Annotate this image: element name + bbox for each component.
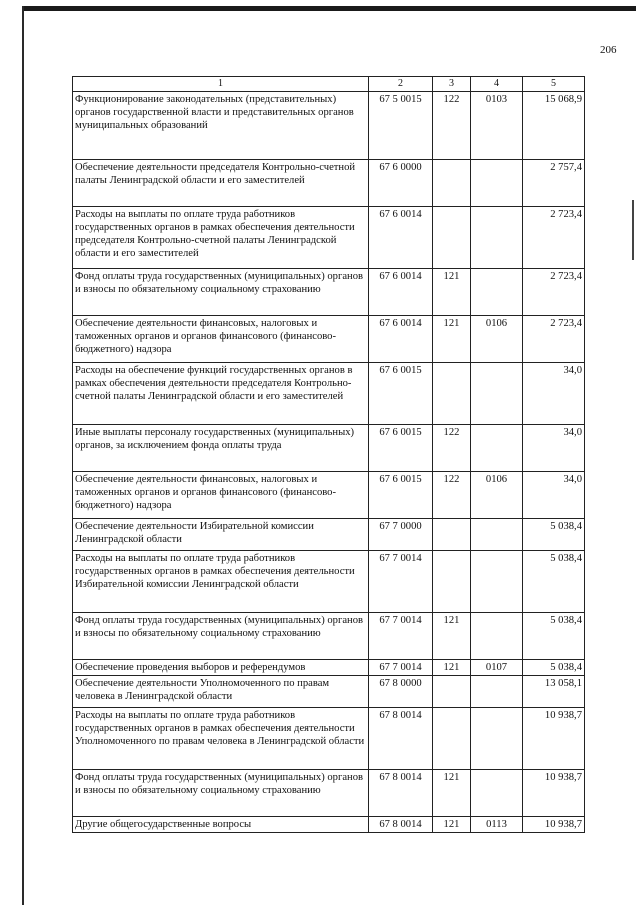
row-vr-cell: 121 [433, 613, 471, 660]
row-rz-cell [471, 207, 523, 269]
row-vr-cell [433, 519, 471, 551]
table-row [73, 92, 585, 160]
row-name-cell: Расходы на выплаты по оплате труда работников государственных органов в рамках обеспечения деятельности Избирательной комиссии Ленинградской области [73, 551, 369, 613]
row-csr-cell: 67 6 0014 [369, 269, 433, 316]
row-vr-cell: 122 [433, 425, 471, 472]
row-rz-cell [471, 160, 523, 207]
row-amount-cell: 2 723,4 [523, 316, 585, 363]
scan-left-rule [22, 6, 24, 905]
row-rz-cell: 0113 [471, 817, 523, 833]
row-vr-cell: 122 [433, 472, 471, 519]
row-name-cell: Фонд оплаты труда государственных (муниципальных) органов и взносы по обязательному социальному страхованию [73, 269, 369, 316]
row-amount-cell: 34,0 [523, 425, 585, 472]
row-vr-cell [433, 207, 471, 269]
row-name-cell: Расходы на обеспечение функций государственных органов в рамках обеспечения деятельности председателя Контрольно-счетной палаты Ленинградской области и его заместителей [73, 363, 369, 425]
table-row [73, 363, 585, 425]
row-vr-cell: 121 [433, 770, 471, 817]
table-row [73, 160, 585, 207]
row-csr-cell: 67 6 0014 [369, 316, 433, 363]
row-name-cell: Обеспечение деятельности председателя Контрольно-счетной палаты Ленинградской области и его заместителей [73, 160, 369, 207]
table-header [73, 77, 585, 92]
table-row [73, 817, 585, 833]
header-col-3: 3 [433, 77, 471, 92]
row-vr-cell [433, 676, 471, 708]
row-name-cell: Иные выплаты персоналу государственных (муниципальных) органов, за исключением фонда оплаты труда [73, 425, 369, 472]
row-name-cell: Другие общегосударственные вопросы [73, 817, 369, 833]
row-rz-cell: 0106 [471, 316, 523, 363]
row-name-cell: Обеспечение деятельности финансовых, налоговых и таможенных органов и органов финансового (финансово-бюджетного) надзора [73, 316, 369, 363]
header-col-5: 5 [523, 77, 585, 92]
row-rz-cell [471, 519, 523, 551]
row-vr-cell [433, 708, 471, 770]
row-amount-cell: 5 038,4 [523, 660, 585, 676]
table-row [73, 551, 585, 613]
row-name-cell: Функционирование законодательных (представительных) органов государственной власти и представительных органов муниципальных образований [73, 92, 369, 160]
row-amount-cell: 5 038,4 [523, 551, 585, 613]
table-row [73, 472, 585, 519]
row-name-cell: Расходы на выплаты по оплате труда работников государственных органов в рамках обеспечения деятельности Уполномоченного по правам человека в Ленинградской области [73, 708, 369, 770]
row-rz-cell: 0107 [471, 660, 523, 676]
row-vr-cell [433, 160, 471, 207]
row-amount-cell: 2 757,4 [523, 160, 585, 207]
row-csr-cell: 67 8 0014 [369, 708, 433, 770]
row-name-cell: Обеспечение проведения выборов и референдумов [73, 660, 369, 676]
budget-table [72, 76, 585, 833]
scan-right-mark [632, 200, 634, 260]
header-row [73, 77, 585, 92]
table-row [73, 519, 585, 551]
row-vr-cell: 121 [433, 817, 471, 833]
row-rz-cell [471, 425, 523, 472]
row-csr-cell: 67 7 0014 [369, 613, 433, 660]
row-csr-cell: 67 6 0015 [369, 472, 433, 519]
row-csr-cell: 67 8 0014 [369, 770, 433, 817]
row-csr-cell: 67 7 0014 [369, 660, 433, 676]
table-row [73, 207, 585, 269]
header-col-4: 4 [471, 77, 523, 92]
scan-top-rule [24, 6, 636, 11]
row-csr-cell: 67 7 0000 [369, 519, 433, 551]
row-amount-cell: 34,0 [523, 363, 585, 425]
row-vr-cell: 121 [433, 269, 471, 316]
row-amount-cell: 2 723,4 [523, 269, 585, 316]
table-row [73, 269, 585, 316]
row-rz-cell [471, 269, 523, 316]
row-amount-cell: 2 723,4 [523, 207, 585, 269]
row-csr-cell: 67 6 0000 [369, 160, 433, 207]
row-vr-cell: 121 [433, 316, 471, 363]
row-csr-cell: 67 7 0014 [369, 551, 433, 613]
row-csr-cell: 67 6 0014 [369, 207, 433, 269]
row-name-cell: Фонд оплаты труда государственных (муниципальных) органов и взносы по обязательному социальному страхованию [73, 613, 369, 660]
header-col-2: 2 [369, 77, 433, 92]
row-amount-cell: 15 068,9 [523, 92, 585, 160]
row-rz-cell [471, 770, 523, 817]
row-amount-cell: 13 058,1 [523, 676, 585, 708]
table-row [73, 613, 585, 660]
row-name-cell: Обеспечение деятельности Избирательной комиссии Ленинградской области [73, 519, 369, 551]
table-row [73, 676, 585, 708]
row-rz-cell [471, 708, 523, 770]
table-body [73, 92, 585, 833]
row-amount-cell: 10 938,7 [523, 770, 585, 817]
row-rz-cell: 0103 [471, 92, 523, 160]
row-name-cell: Фонд оплаты труда государственных (муниципальных) органов и взносы по обязательному социальному страхованию [73, 770, 369, 817]
row-vr-cell: 122 [433, 92, 471, 160]
table-row [73, 660, 585, 676]
row-rz-cell [471, 613, 523, 660]
row-vr-cell [433, 551, 471, 613]
header-col-1: 1 [73, 77, 369, 92]
row-vr-cell: 121 [433, 660, 471, 676]
row-csr-cell: 67 5 0015 [369, 92, 433, 160]
row-name-cell: Обеспечение деятельности финансовых, налоговых и таможенных органов и органов финансового (финансово-бюджетного) надзора [73, 472, 369, 519]
table-row [73, 316, 585, 363]
row-amount-cell: 5 038,4 [523, 613, 585, 660]
table-row [73, 770, 585, 817]
table-row [73, 708, 585, 770]
page-number: 206 [600, 44, 617, 56]
row-amount-cell: 34,0 [523, 472, 585, 519]
row-amount-cell: 5 038,4 [523, 519, 585, 551]
row-rz-cell [471, 363, 523, 425]
row-name-cell: Обеспечение деятельности Уполномоченного по правам человека в Ленинградской области [73, 676, 369, 708]
row-rz-cell [471, 676, 523, 708]
row-name-cell: Расходы на выплаты по оплате труда работников государственных органов в рамках обеспечения деятельности председателя Контрольно-счетной палаты Ленинградской области и его заместителей [73, 207, 369, 269]
row-csr-cell: 67 8 0000 [369, 676, 433, 708]
row-amount-cell: 10 938,7 [523, 817, 585, 833]
row-csr-cell: 67 8 0014 [369, 817, 433, 833]
row-amount-cell: 10 938,7 [523, 708, 585, 770]
row-vr-cell [433, 363, 471, 425]
row-csr-cell: 67 6 0015 [369, 425, 433, 472]
row-csr-cell: 67 6 0015 [369, 363, 433, 425]
row-rz-cell: 0106 [471, 472, 523, 519]
row-rz-cell [471, 551, 523, 613]
table-row [73, 425, 585, 472]
